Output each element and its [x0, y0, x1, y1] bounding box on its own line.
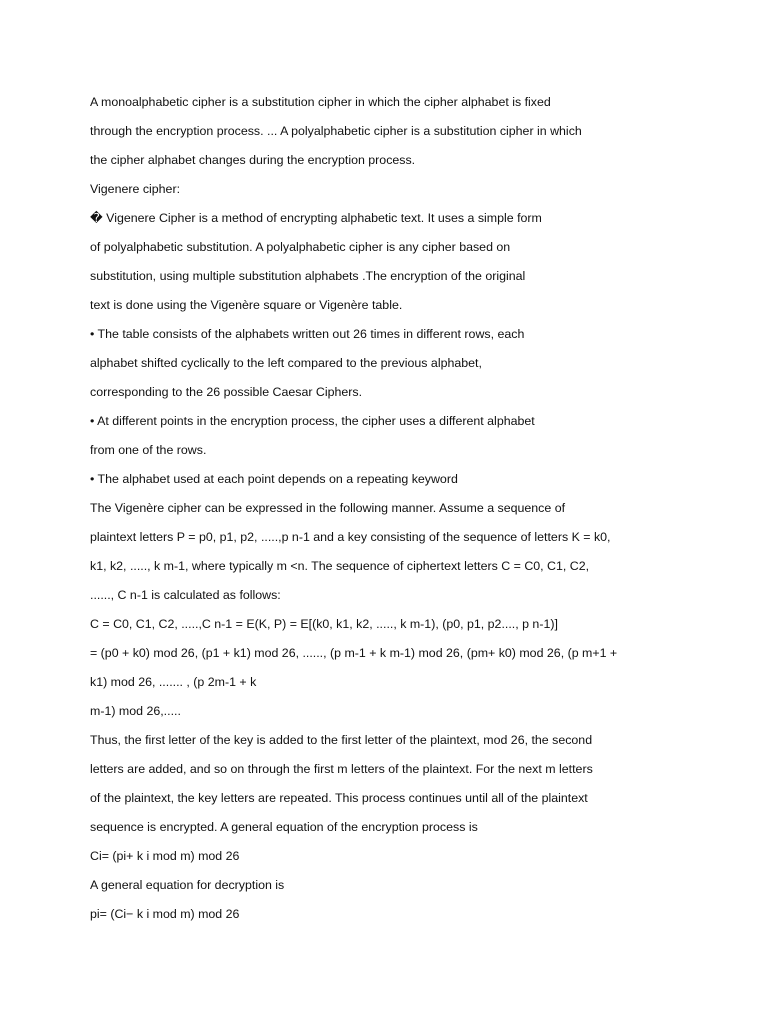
paragraph-line: k1, k2, ....., k m-1, where typically m <n. The sequence of ciphertext letters C = C0, C1, C2, [90, 559, 590, 573]
paragraph-line: ......, C n-1 is calculated as follows: [90, 588, 281, 602]
paragraph-line: of polyalphabetic substitution. A polyalphabetic cipher is any cipher based on [90, 240, 511, 254]
paragraph-line: of the plaintext, the key letters are repeated. This process continues until all of the plaintext [90, 791, 588, 805]
paragraph-line: substitution, using multiple substitution alphabets .The encryption of the original [90, 269, 526, 283]
paragraph-line: sequence is encrypted. A general equation of the encryption process is [90, 820, 478, 834]
section-heading: Vigenere cipher: [90, 182, 181, 196]
paragraph-line: A monoalphabetic cipher is a substitution cipher in which the cipher alphabet is fixed [90, 95, 551, 109]
paragraph-line: plaintext letters P = p0, p1, p2, .....,p n-1 and a key consisting of the sequence of letters K = k0, [90, 530, 611, 544]
paragraph-line: The Vigenère cipher can be expressed in the following manner. Assume a sequence of [90, 501, 566, 515]
paragraph-line: A general equation for decryption is [90, 878, 285, 892]
paragraph-line: letters are added, and so on through the first m letters of the plaintext. For the next m letters [90, 762, 593, 776]
paragraph-line: Thus, the first letter of the key is added to the first letter of the plaintext, mod 26, the second [90, 733, 593, 747]
formula-line: Ci= (pi+ k i mod m) mod 26 [90, 849, 240, 863]
paragraph-line: text is done using the Vigenère square or Vigenère table. [90, 298, 403, 312]
bullet-line: • The alphabet used at each point depends on a repeating keyword [90, 472, 458, 486]
bullet-line: • At different points in the encryption process, the cipher uses a different alphabet [90, 414, 535, 428]
paragraph-line: through the encryption process. ... A polyalphabetic cipher is a substitution cipher in which [90, 124, 582, 138]
paragraph-line: � Vigenere Cipher is a method of encrypting alphabetic text. It uses a simple form [90, 211, 542, 225]
formula-line: = (p0 + k0) mod 26, (p1 + k1) mod 26, ......, (p m-1 + k m-1) mod 26, (pm+ k0) mod 26, (p m+1 + [90, 646, 618, 660]
formula-line: m-1) mod 26,..... [90, 704, 181, 718]
paragraph-line: corresponding to the 26 possible Caesar Ciphers. [90, 385, 363, 399]
paragraph-line: from one of the rows. [90, 443, 207, 457]
paragraph-line: the cipher alphabet changes during the encryption process. [90, 153, 416, 167]
formula-line: C = C0, C1, C2, .....,C n-1 = E(K, P) = E[(k0, k1, k2, ....., k m-1), (p0, p1, p2...., p n-1)] [90, 617, 558, 631]
bullet-line: • The table consists of the alphabets written out 26 times in different rows, each [90, 327, 525, 341]
formula-line: k1) mod 26, ....... , (p 2m-1 + k [90, 675, 257, 689]
formula-line: pi= (Ci− k i mod m) mod 26 [90, 907, 240, 921]
paragraph-line: alphabet shifted cyclically to the left compared to the previous alphabet, [90, 356, 482, 370]
document-body [90, 91, 690, 932]
